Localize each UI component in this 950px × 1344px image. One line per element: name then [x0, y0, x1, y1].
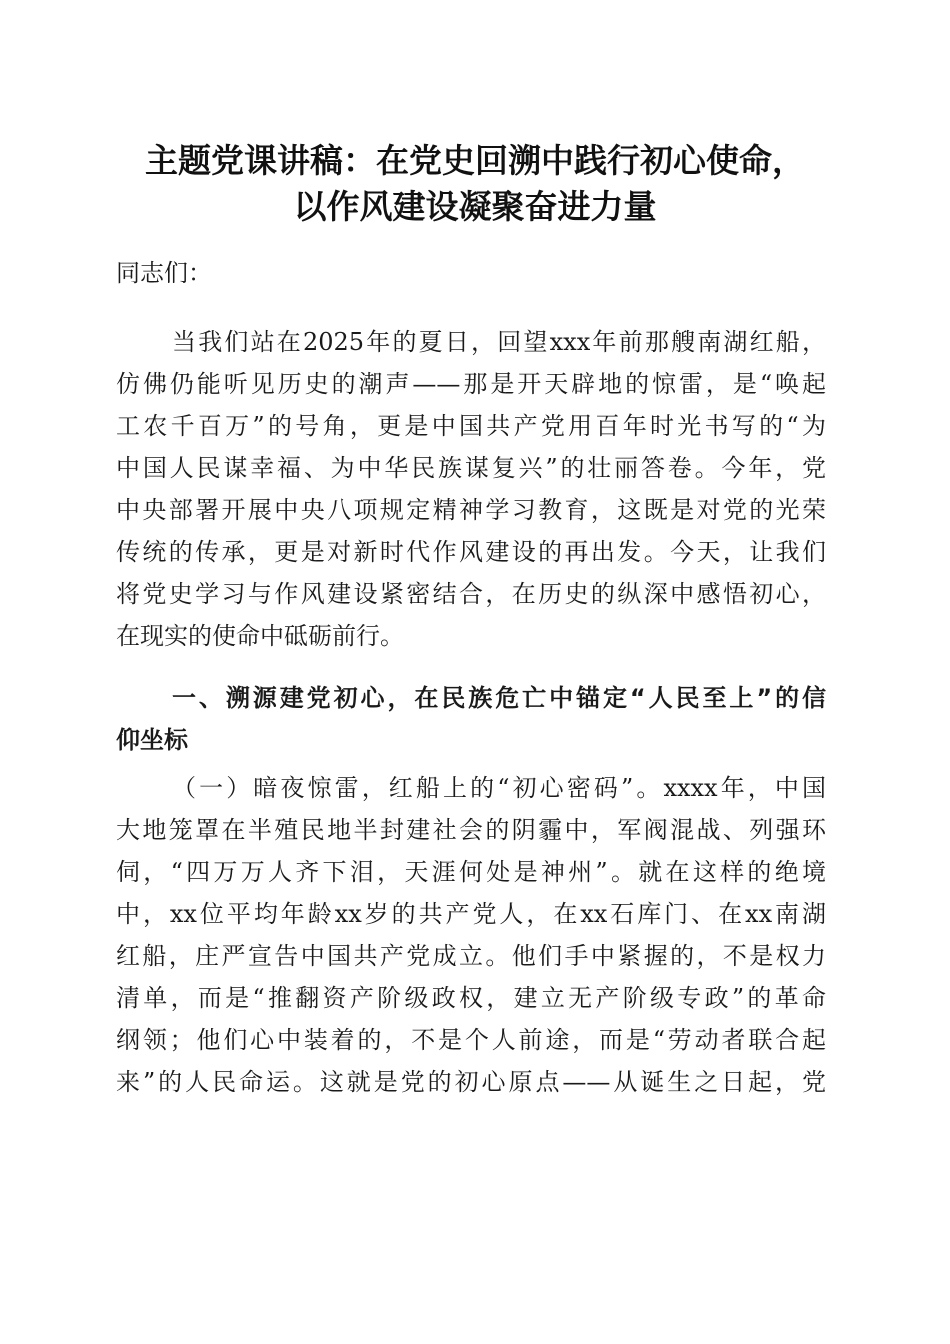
- section-1-paragraph: [116, 767, 826, 1103]
- paragraph-line: 当我们站在2025年的夏日，回望xxx年前那艘南湖红船，: [172, 328, 826, 356]
- paragraph-line: 大地笼罩在半殖民地半封建社会的阴霾中，军阀混战、列强环: [116, 816, 826, 844]
- paragraph-line: 清单，而是“推翻资产阶级政权，建立无产阶级专政”的革命: [116, 984, 826, 1012]
- paragraph-line: 中，xx位平均年龄xx岁的共产党人，在xx石库门、在xx南湖: [116, 900, 826, 928]
- paragraph-line: 在现实的使命中砥砺前行。: [116, 622, 404, 650]
- heading-line: 仰坐标: [116, 726, 188, 754]
- paragraph-line: 传统的传承，更是对新时代作风建设的再出发。今天，让我们: [116, 538, 826, 566]
- paragraph-line: 仿佛仍能听见历史的潮声——那是开天辟地的惊雷，是“唤起: [116, 370, 826, 398]
- document-title-line-1: 主题党课讲稿：在党史回溯中践行初心使命，: [145, 141, 805, 180]
- paragraph-line: 纲领；他们心中装着的，不是个人前途，而是“劳动者联合起: [116, 1026, 826, 1054]
- section-1-heading: [116, 677, 826, 761]
- paragraph-line: （一）暗夜惊雷，红船上的“初心密码”。xxxx年，中国: [172, 774, 826, 802]
- intro-paragraph: [116, 321, 826, 657]
- paragraph-line: 中国人民谋幸福、为中华民族谋复兴”的壮丽答卷。今年，党: [116, 454, 826, 482]
- greeting: [116, 252, 826, 294]
- paragraph-line: 伺，“四万万人齐下泪，天涯何处是神州”。就在这样的绝境: [116, 858, 826, 886]
- paragraph-line: 红船，庄严宣告中国共产党成立。他们手中紧握的，不是权力: [116, 942, 826, 970]
- paragraph-line: 中央部署开展中央八项规定精神学习教育，这既是对党的光荣: [116, 496, 826, 524]
- paragraph-line: 工农千百万”的号角，更是中国共产党用百年时光书写的“为: [116, 412, 826, 440]
- document-title-line-2: 以作风建设凝聚奋进力量: [293, 187, 657, 226]
- paragraph-line: 将党史学习与作风建设紧密结合，在历史的纵深中感悟初心，: [116, 580, 826, 608]
- paragraph-line: 来”的人民命运。这就是党的初心原点——从诞生之日起，党: [116, 1068, 826, 1096]
- greeting-text: 同志们：: [116, 259, 212, 287]
- heading-line: 一、溯源建党初心，在民族危亡中锚定“人民至上”的信: [172, 684, 826, 712]
